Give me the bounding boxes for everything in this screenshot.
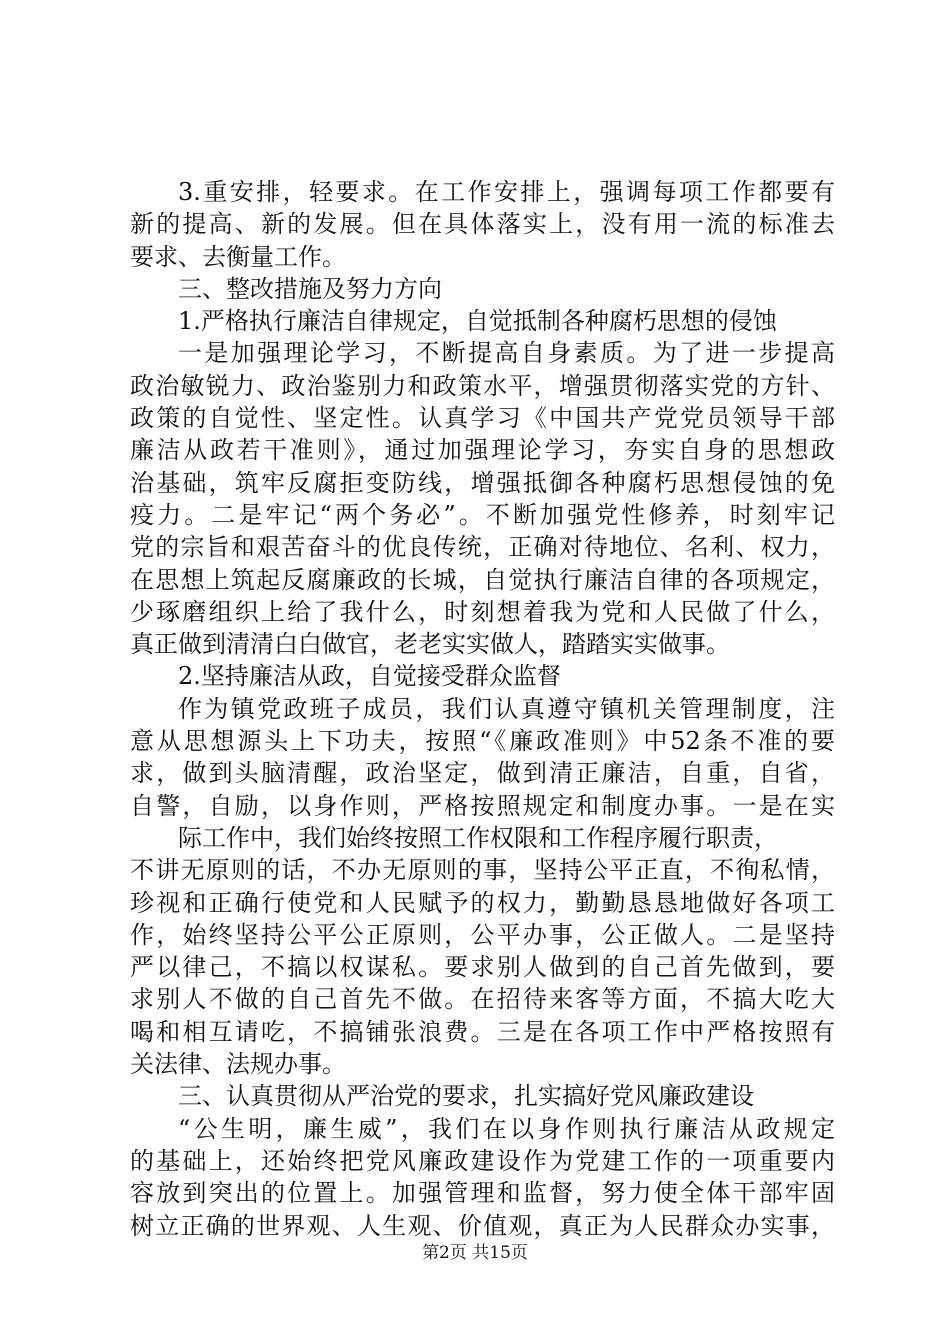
text-line: 作，始终坚持公平公正原则，公平办事，公正做人。二是坚持 <box>130 920 835 949</box>
text-line: 新的提高、新的发展。但在具体落实上，没有用一流的标准去 <box>130 210 835 239</box>
text-line: 珍视和正确行使党和人民赋予的权力，勤勤恳恳地做好各项工 <box>130 888 835 917</box>
document-body <box>130 176 835 1242</box>
text-line: 三、认真贯彻从严治党的要求，扎实搞好党风廉政建设 <box>178 1082 754 1111</box>
text-line: 三、整改措施及努力方向 <box>178 274 442 303</box>
text-line: 作为镇党政班子成员，我们认真遵守镇机关管理制度，注 <box>178 694 835 723</box>
text-line: 2.坚持廉洁从政，自觉接受群众监督 <box>178 662 561 691</box>
text-line: 不讲无原则的话，不办无原则的事，坚持公平正直，不徇私情， <box>130 856 835 885</box>
text-line: 政策的自觉性、坚定性。认真学习《中国共产党党员领导干部 <box>130 404 835 433</box>
page-number-footer: 第2页 共15页 <box>422 1243 528 1263</box>
text-line: 的基础上，还始终把党风廉政建设作为党建工作的一项重要内 <box>130 1146 835 1175</box>
text-line: 喝和相互请吃，不搞铺张浪费。三是在各项工作中严格按照有 <box>130 1017 835 1046</box>
text-line: 树立正确的世界观、人生观、价值观，真正为人民群众办实事， <box>130 1211 835 1240</box>
text-line: 真正做到清清白白做官，老老实实做人，踏踏实实做事。 <box>130 630 730 659</box>
text-line: 1.严格执行廉洁自律规定，自觉抵制各种腐朽思想的侵蚀 <box>178 307 777 336</box>
text-line: 意从思想源头上下功夫，按照“《廉政准则》中52条不准的要 <box>130 727 835 756</box>
text-line: 少琢磨组织上给了我什么，时刻想着我为党和人民做了什么， <box>130 597 835 626</box>
text-line: 严以律己，不搞以权谋私。要求别人做到的自己首先做到，要 <box>130 953 835 982</box>
text-line: 治基础，筑牢反腐拒变防线，增强抵御各种腐朽思想侵蚀的免 <box>130 468 835 497</box>
text-line: 党的宗旨和艰苦奋斗的优良传统，正确对待地位、名利、权力， <box>130 533 835 562</box>
text-line: 3.重安排，轻要求。在工作安排上，强调每项工作都要有 <box>178 178 835 206</box>
text-line: 疫力。二是牢记“两个务必”。不断加强党性修养，时刻牢记 <box>130 500 835 529</box>
text-line: 容放到突出的位置上。加强管理和监督，努力使全体干部牢固 <box>130 1179 835 1208</box>
text-line: 廉洁从政若干准则》，通过加强理论学习，夯实自身的思想政 <box>130 436 835 465</box>
text-line: 政治敏锐力、政治鉴别力和政策水平，增强贯彻落实党的方针、 <box>130 371 835 400</box>
text-line: 在思想上筑起反腐廉政的长城，自觉执行廉洁自律的各项规定， <box>130 565 835 594</box>
text-line: 关法律、法规办事。 <box>130 1050 346 1079</box>
text-line: 际工作中，我们始终按照工作权限和工作程序履行职责， <box>178 823 778 852</box>
text-line: 求，做到头脑清醒，政治坚定，做到清正廉洁，自重，自省， <box>130 759 835 788</box>
text-line: 一是加强理论学习，不断提高自身素质。为了进一步提高 <box>178 339 835 368</box>
text-line: 求别人不做的自己首先不做。在招待来客等方面，不搞大吃大 <box>130 985 835 1014</box>
text-line: 要求、去衡量工作。 <box>130 242 346 271</box>
text-line: 自警，自励，以身作则，严格按照规定和制度办事。一是在实 <box>130 791 835 820</box>
text-line: “公生明，廉生威”，我们在以身作则执行廉洁从政规定 <box>178 1114 835 1143</box>
